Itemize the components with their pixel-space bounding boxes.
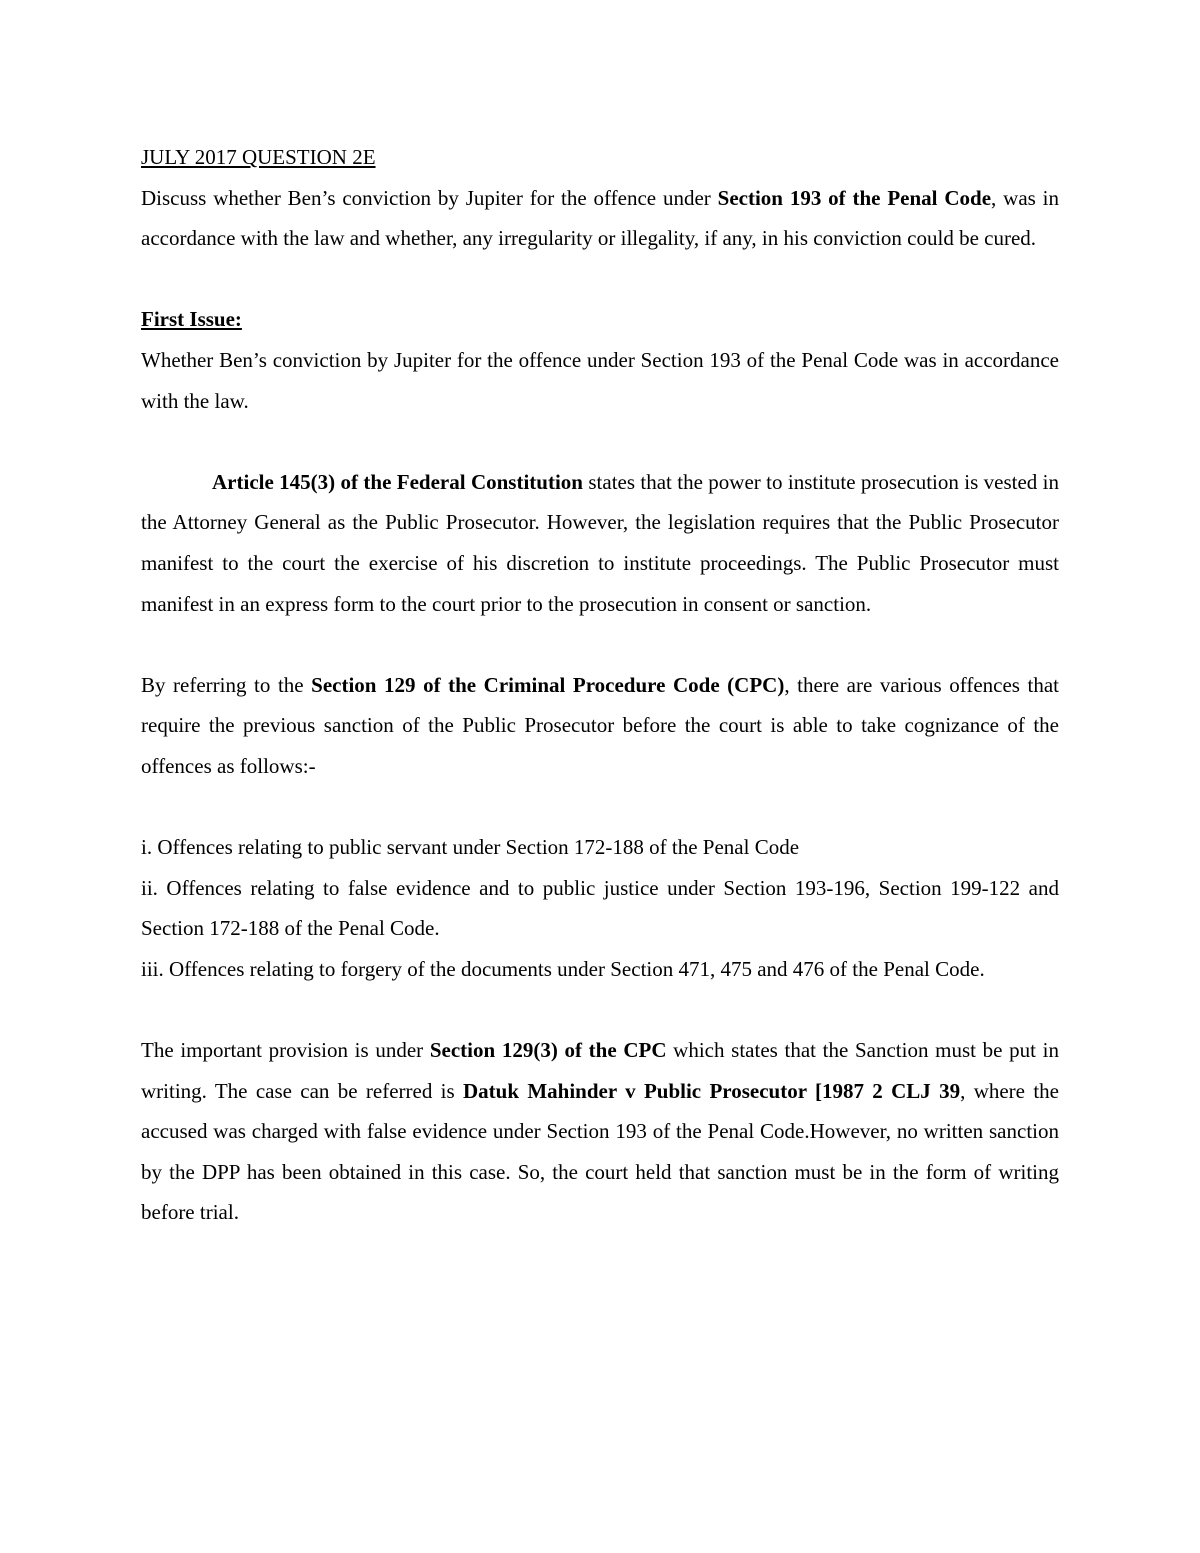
question-bold-1: Section 193 of the Penal Code: [717, 185, 992, 210]
paragraph-section-129-3-text-2: which states that the Sanction must be put in writing. The case can be referred is: [141, 1038, 1059, 1103]
paragraph-section-129-text-1: By referring to the: [141, 672, 312, 697]
paragraph-section-129-3-bold-1: Section 129(3) of the CPC: [429, 1038, 667, 1063]
paragraph-article: [141, 462, 1059, 624]
question-text-2: , was in accordance with the law and whether, any irregularity or illegality, if any, in his conviction could be cured.: [141, 185, 1059, 251]
paragraph-section-129-text-2: , there are various offences that require the previous sanction of the Public Prosecutor before the court is able to take cognizance of the offences as follows:-: [141, 672, 1060, 778]
paragraph-section-129: [141, 665, 1059, 787]
list-item: iii. Offences relating to forgery of the documents under Section 471, 475 and 476 of the Penal Code.: [141, 956, 985, 981]
list-item: ii. Offences relating to false evidence and to public justice under Section 193-196, Section 199-122 and Section 172-188 of the Penal Code.: [141, 875, 1059, 941]
case-citation: Datuk Mahinder v Public Prosecutor [1987 2 CLJ 39: [463, 1078, 961, 1103]
issue-heading: [141, 299, 1059, 340]
paragraph-article-bold: Article 145(3) of the Federal Constitution: [212, 469, 583, 494]
paragraph-section-129-3: [141, 1030, 1059, 1233]
question-paragraph: [141, 178, 1059, 259]
paragraph-section-129-3-text-3: , where the accused was charged with false evidence under Section 193 of the Penal Code.However, no written sanction by the DPP has been obtained in this case. So, the court held that sanction must be in the form of writing before trial.: [141, 1078, 1059, 1225]
paragraph-article-text: states that the power to institute prosecution is vested in the Attorney General as the Public Prosecutor. However, the legislation requires that the Public Prosecutor manifest to the court the exercise of his discretion to institute proceedings. The Public Prosecutor must manifest in an express form to the court prior to the prosecution in consent or sanction.: [141, 469, 1060, 616]
document-page: [141, 137, 1059, 1233]
paragraph-section-129-bold: Section 129 of the Criminal Procedure Code (CPC): [311, 672, 785, 697]
issue-text: Whether Ben’s conviction by Jupiter for the offence under Section 193 of the Penal Code was in accordance with the law.: [141, 347, 1059, 413]
paragraph-section-129-3-text-1: The important provision is under: [141, 1038, 430, 1063]
question-text-1: Discuss whether Ben’s conviction by Jupiter for the offence under: [141, 185, 718, 210]
issue-heading-text: First Issue:: [141, 307, 242, 332]
list-item: i. Offences relating to public servant under Section 172-188 of the Penal Code: [141, 835, 800, 860]
document-title: JULY 2017 QUESTION 2E: [141, 145, 376, 169]
